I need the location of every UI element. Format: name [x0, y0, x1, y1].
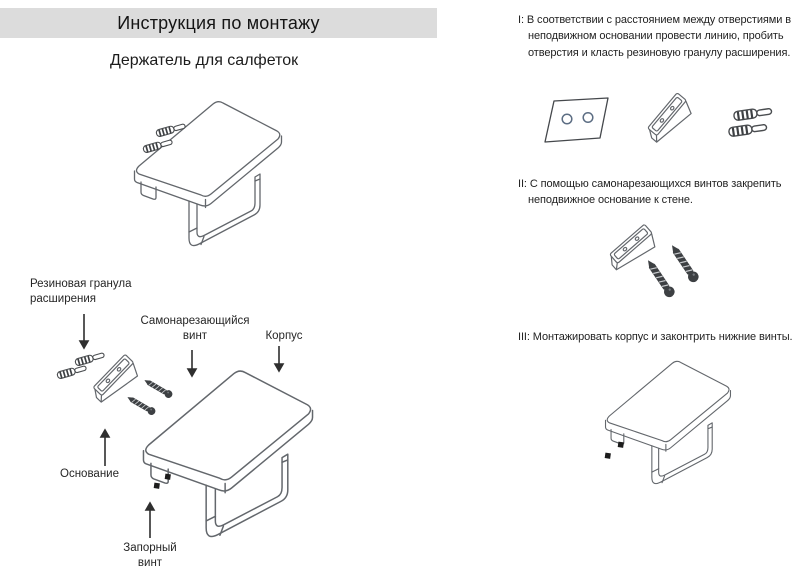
wall-anchor-icon	[75, 351, 105, 366]
base-bracket-drawing	[644, 93, 695, 147]
label-body: Корпус	[265, 330, 303, 342]
label-locking-screw: Запорный винт	[123, 542, 177, 569]
self-tapping-screw-arrow	[188, 350, 196, 376]
locking-screw-square	[605, 453, 611, 459]
wall-drawing	[545, 98, 608, 142]
step-3-diagram	[575, 350, 785, 515]
body-arrow	[275, 346, 283, 371]
rubber-granule-arrow	[80, 314, 88, 348]
title-band	[0, 8, 437, 38]
screw-icon	[142, 377, 173, 400]
instruction-step-3: III: Монтажировать корпус и законтрить нижние винты.	[518, 331, 793, 343]
instruction-step-2: II: С помощью самонарезающихся винтов закрепить неподвижное основание к стене.	[518, 178, 782, 207]
page-subtitle: Держатель для салфеток	[110, 52, 299, 69]
wall-anchor-icon	[57, 364, 87, 379]
locking-screw-square	[154, 483, 160, 489]
label-rubber-granule: Резиновая гранула расширения	[30, 278, 132, 305]
label-base: Основание	[60, 468, 119, 480]
page-title: Инструкция по монтажу	[117, 12, 320, 33]
label-self-tapping-screw: Самонарезающийся винт	[140, 315, 250, 342]
locking-screw-square	[618, 442, 624, 448]
base-arrow	[101, 430, 109, 466]
main-product-drawing	[108, 86, 343, 281]
instruction-step-1: I: В соответствии с расстоянием между отверстиями в неподвижном основании провести линию, пробить отверстия и класть резиновую гранулу расширения.	[518, 14, 791, 59]
locking-screw-square	[165, 474, 171, 480]
screw-icon	[644, 257, 677, 299]
locking-screw-arrow	[146, 503, 154, 538]
holder-drawing	[135, 102, 282, 246]
wall-anchor-icon	[733, 107, 772, 121]
step-2-diagram	[588, 222, 768, 317]
wall-anchor-icon	[728, 123, 767, 137]
step-1-diagram	[530, 88, 790, 168]
screw-icon	[668, 242, 701, 284]
screw-icon	[125, 394, 156, 417]
holder-drawing	[606, 361, 731, 483]
